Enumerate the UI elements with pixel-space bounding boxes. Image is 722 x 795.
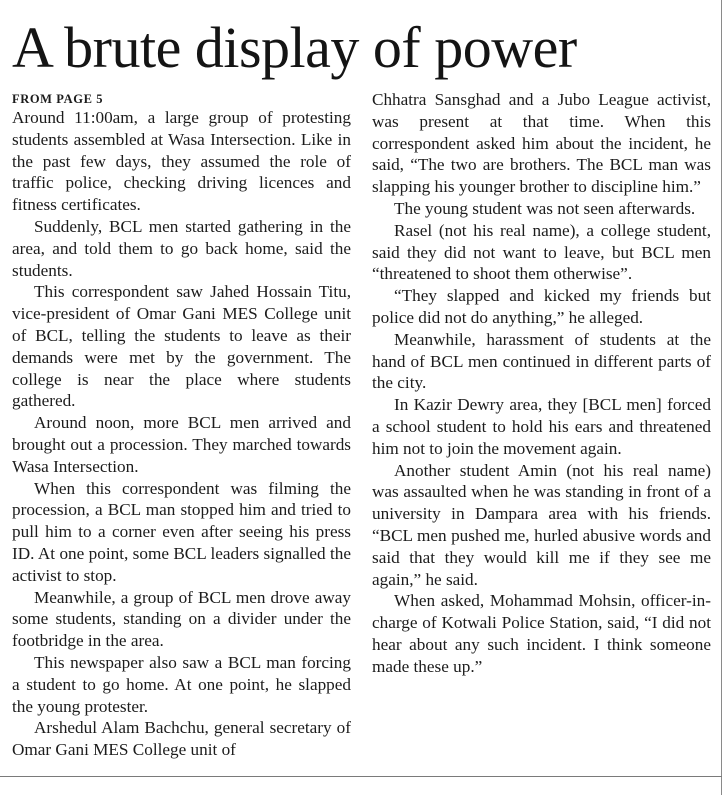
paragraph: Meanwhile, a group of BCL men drove away some students, standing on a divider under the footbridge in the area. [12, 587, 351, 651]
paragraph: The young student was not seen afterwards. [394, 198, 696, 218]
paragraph: Chhatra Sansghad and a Jubo League activist, was present at that time. When this correspondent asked him about the incident, he said, “The two are brothers. The BCL man was slapping his younger brother to discipline him.” [372, 90, 711, 197]
paragraph: Around 11:00am, a large group of protesting students assembled at Wasa Intersection. Like in the past few days, they assumed the role of traffic police, checking driving licences and fitness certificates. [12, 108, 351, 215]
paragraph: Another student Amin (not his real name) was assaulted when he was standing in front of a university in Dampara area with his friends. “BCL men pushed me, hurled abusive words and said that they would kill me if they see me again,” he said. [372, 460, 711, 589]
paragraph: When asked, Mohammad Mohsin, officer-in-charge of Kotwali Police Station, said, “I did not hear about any such incident. I think someone made these up.” [372, 591, 711, 676]
paragraph: This correspondent saw Jahed Hossain Titu, vice-president of Omar Gani MES College unit of BCL, telling the students to leave as their demands were met by the government. The college is near the place where students gathered. [12, 282, 351, 411]
article-column-left [12, 89, 351, 761]
paragraph: Rasel (not his real name), a college student, said they did not want to leave, but BCL men “threatened to shoot them otherwise”. [372, 220, 711, 284]
paragraph: Suddenly, BCL men started gathering in the area, and told them to go back home, said the students. [12, 216, 351, 280]
headline: A brute display of power [12, 15, 577, 80]
bottom-rule [0, 776, 722, 777]
paragraph: Arshedul Alam Bachchu, general secretary of Omar Gani MES College unit of [12, 718, 351, 760]
paragraph: When this correspondent was filming the procession, a BCL man stopped him and tried to pull him to a corner even after seeing his press ID. At one point, some BCL leaders signalled the activist to stop. [12, 478, 351, 585]
paragraph: In Kazir Dewry area, they [BCL men] forced a school student to hold his ears and threatened him not to join the movement again. [372, 395, 711, 458]
paragraph: “They slapped and kicked my friends but police did not do anything,” he alleged. [372, 286, 711, 327]
paragraph: Around noon, more BCL men arrived and brought out a procession. They marched towards Wasa Intersection. [12, 413, 351, 476]
paragraph: Meanwhile, harassment of students at the hand of BCL men continued in different parts of the city. [372, 329, 711, 393]
paragraph: This newspaper also saw a BCL man forcing a student to go home. At one point, he slapped the young protester. [12, 652, 351, 716]
article-column-right [372, 89, 711, 678]
continuation-kicker: FROM PAGE 5 [12, 92, 104, 106]
